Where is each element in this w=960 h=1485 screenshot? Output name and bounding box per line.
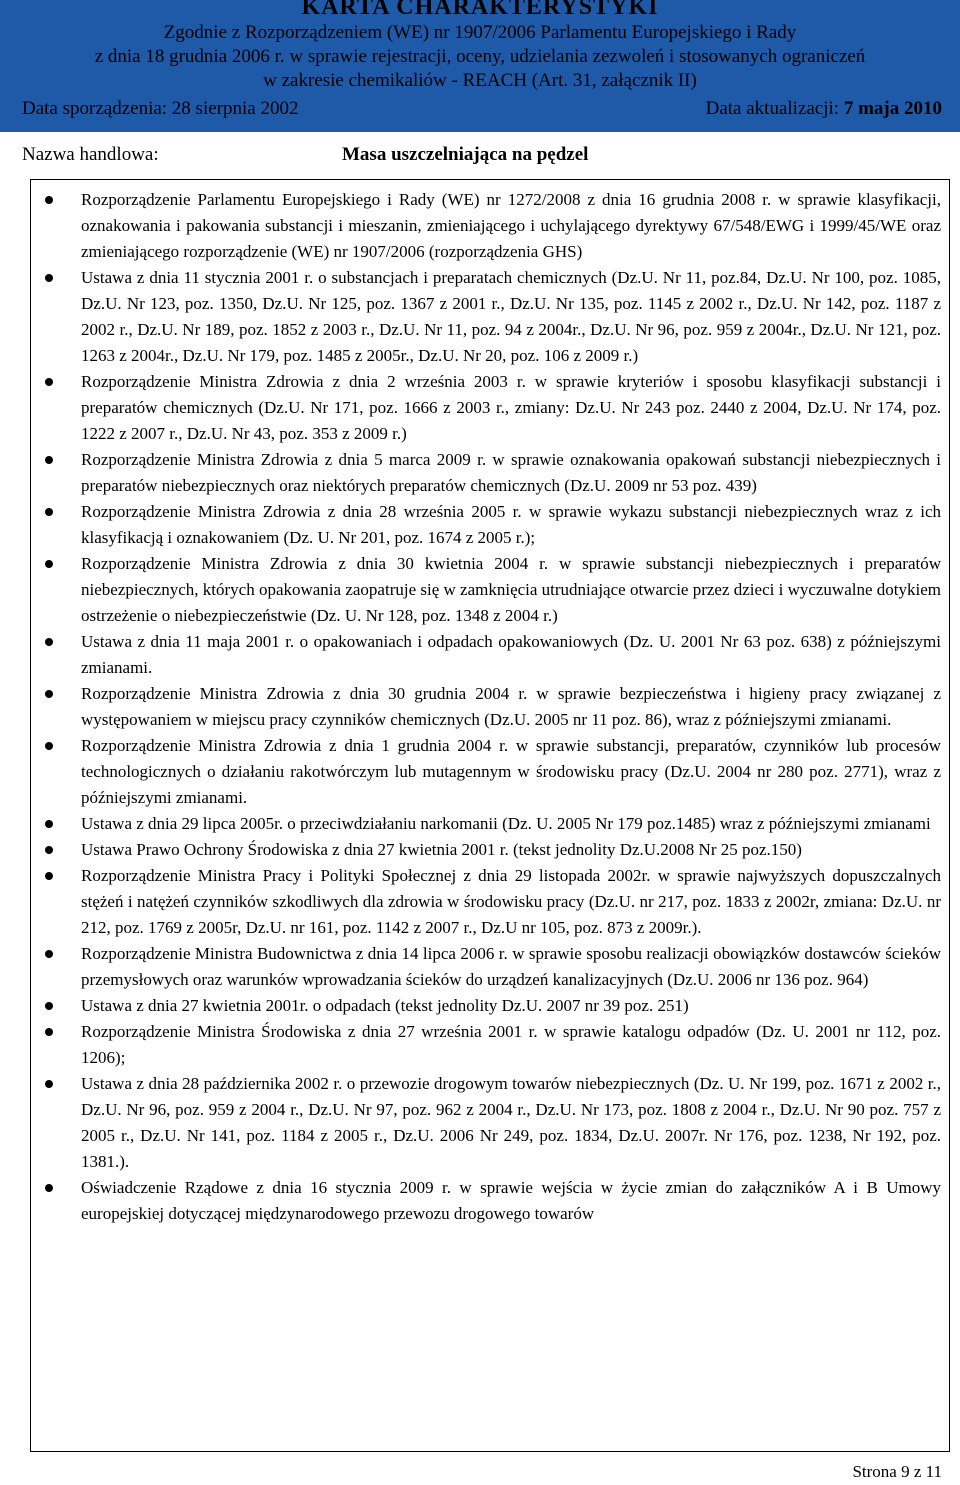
list-item-text: Ustawa z dnia 11 maja 2001 r. o opakowaniach i odpadach opakowaniowych (Dz. U. 2001 Nr 63 poz. 638) z późniejszymi zmianami.	[81, 632, 941, 677]
list-item-text: Ustawa z dnia 28 października 2002 r. o przewozie drogowym towarów niebezpiecznych (Dz. U. Nr 199, poz. 1671 z 2002 r., Dz.U. Nr 96, poz. 959 z 2004 r., Dz.U. Nr 97, poz. 962 z 2004 r., Dz.U. Nr 173, poz. 1808 z 2004 r., Dz.U. Nr 90 poz. 757 z 2005 r., Dz.U. Nr 141, poz. 1184 z 2005 r., Dz.U. 2006 Nr 249, poz. 1834, Dz.U. 2007r. Nr 176, poz. 1238, Nr 192, poz. 1381.).	[81, 1074, 941, 1171]
list-item	[31, 1175, 949, 1227]
update-date-label: Data aktualizacji:	[705, 98, 840, 119]
list-item-text: Ustawa z dnia 27 kwietnia 2001r. o odpadach (tekst jednolity Dz.U. 2007 nr 39 poz. 251)	[81, 996, 689, 1015]
list-item-text: Rozporządzenie Ministra Zdrowia z dnia 1 grudnia 2004 r. w sprawie substancji, preparatów, czynników lub procesów technologicznych o działaniu rakotwórczym lub mutagennym w środowisku pracy (Dz.U. 2004 nr 280 poz. 2771), wraz z późniejszymi zmianami.	[81, 736, 941, 807]
list-item-text: Rozporządzenie Ministra Budownictwa z dnia 14 lipca 2006 r. w sprawie sposobu realizacji obowiązków dostawców ścieków przemysłowych oraz warunków wprowadzania ścieków do urządzeń kanalizacyjnych (Dz.U. 2006 nr 136 poz. 964)	[81, 944, 941, 989]
regulation-line-2: z dnia 18 grudnia 2006 r. w sprawie rejestracji, oceny, udzielania zezwoleń i stosowanych ograniczeń	[94, 46, 866, 67]
regulations-box	[30, 179, 950, 1452]
list-item	[31, 837, 949, 863]
regulation-line-1: Zgodnie z Rozporządzeniem (WE) nr 1907/2006 Parlamentu Europejskiego i Rady	[163, 22, 797, 43]
list-item	[31, 993, 949, 1019]
bullet-icon	[45, 1080, 53, 1088]
creation-date: Data sporządzenia: 28 sierpnia 2002	[22, 98, 299, 119]
list-item-text: Rozporządzenie Ministra Zdrowia z dnia 2 września 2003 r. w sprawie kryteriów i sposobu klasyfikacji substancji i preparatów chemicznych (Dz.U. Nr 171, poz. 1666 z 2003 r., zmiany: Dz.U. Nr 243 poz. 2440 z 2004, Dz.U. Nr 174, poz. 1222 z 2007 r., Dz.U. Nr 43, poz. 353 z 2009 r.)	[81, 372, 941, 443]
bullet-icon	[45, 742, 53, 750]
list-item-text: Oświadczenie Rządowe z dnia 16 stycznia 2009 r. w sprawie wejścia w życie zmian do załączników A i B Umowy europejskiej dotyczącej międzynarodowego przewozu drogowego towarów	[81, 1178, 941, 1223]
list-item	[31, 551, 949, 629]
bullet-icon	[45, 872, 53, 880]
list-item	[31, 1019, 949, 1071]
list-item	[31, 863, 949, 941]
list-item-text: Ustawa z dnia 29 lipca 2005r. o przeciwdziałaniu narkomanii (Dz. U. 2005 Nr 179 poz.1485) wraz z późniejszymi zmianami	[81, 814, 931, 833]
bullet-icon	[45, 950, 53, 958]
list-item	[31, 265, 949, 369]
list-item	[31, 499, 949, 551]
trade-name-label: Nazwa handlowa:	[22, 144, 159, 165]
list-item	[31, 941, 949, 993]
list-item-text: Rozporządzenie Ministra Pracy i Polityki Społecznej z dnia 29 listopada 2002r. w sprawie najwyższych dopuszczalnych stężeń i natężeń czynników szkodliwych dla zdrowia w środowisku pracy (Dz.U. nr 217, poz. 1833 z 2002r, zmiana: Dz.U. nr 212, poz. 1769 z 2005r, Dz.U. nr 161, poz. 1142 z 2007 r., Dz.U nr 105, poz. 873 z 2009r.).	[81, 866, 941, 937]
list-item-text: Ustawa Prawo Ochrony Środowiska z dnia 27 kwietnia 2001 r. (tekst jednolity Dz.U.2008 Nr 25 poz.150)	[81, 840, 802, 859]
list-item-text: Rozporządzenie Ministra Zdrowia z dnia 30 kwietnia 2004 r. w sprawie substancji niebezpiecznych i preparatów niebezpiecznych, których opakowania zaopatruje się w zamknięcia utrudniające otwarcie przez dzieci i wyczuwalne dotykiem ostrzeżenie o niebezpieczeństwie (Dz. U. Nr 128, poz. 1348 z 2004 r.)	[81, 554, 941, 625]
bullet-icon	[45, 378, 53, 386]
list-item	[31, 369, 949, 447]
bullet-icon	[45, 820, 53, 828]
list-item	[31, 811, 949, 837]
bullet-icon	[45, 508, 53, 516]
update-date-value: 7 maja 2010	[843, 98, 942, 119]
list-item-text: Rozporządzenie Ministra Środowiska z dnia 27 września 2001 r. w sprawie katalogu odpadów (Dz. U. 2001 nr 112, poz. 1206);	[81, 1022, 941, 1067]
trade-name-value: Masa uszczelniająca na pędzel	[342, 144, 589, 165]
bullet-icon	[45, 690, 53, 698]
bullet-icon	[45, 638, 53, 646]
bullet-icon	[45, 1184, 53, 1192]
regulations-list	[31, 187, 949, 1227]
list-item	[31, 629, 949, 681]
list-item-text: Ustawa z dnia 11 stycznia 2001 r. o substancjach i preparatach chemicznych (Dz.U. Nr 11, poz.84, Dz.U. Nr 100, poz. 1085, Dz.U. Nr 123, poz. 1350, Dz.U. Nr 125, poz. 1367 z 2001 r., Dz.U. Nr 135, poz. 1145 z 2002 r., Dz.U. Nr 142, poz. 1187 z 2002 r., Dz.U. Nr 189, poz. 1852 z 2003 r., Dz.U. Nr 11, poz. 94 z 2004r., Dz.U. Nr 96, poz. 959 z 2004r., Dz.U. Nr 121, poz. 1263 z 2004r., Dz.U. Nr 179, poz. 1485 z 2005r., Dz.U. Nr 20, poz. 106 z 2009 r.)	[81, 268, 941, 365]
bullet-icon	[45, 560, 53, 568]
update-date	[706, 98, 942, 120]
document-header	[0, 0, 960, 132]
bullet-icon	[45, 274, 53, 282]
document-title: KARTA CHARAKTERYSTYKI	[301, 0, 659, 20]
bullet-icon	[45, 196, 53, 204]
list-item	[31, 1071, 949, 1175]
list-item-text: Rozporządzenie Ministra Zdrowia z dnia 5 marca 2009 r. w sprawie oznakowania opakowań substancji niebezpiecznych i preparatów niebezpiecznych oraz niektórych preparatów chemicznych (Dz.U. 2009 nr 53 poz. 439)	[81, 450, 941, 495]
list-item	[31, 681, 949, 733]
list-item-text: Rozporządzenie Ministra Zdrowia z dnia 30 grudnia 2004 r. w sprawie bezpieczeństwa i higieny pracy związanej z występowaniem w miejscu pracy czynników chemicznych (Dz.U. 2005 nr 11 poz. 86), wraz z późniejszymi zmianami.	[81, 684, 941, 729]
list-item	[31, 187, 949, 265]
page-number: Strona 9 z 11	[852, 1462, 942, 1481]
regulation-line-3: w zakresie chemikaliów - REACH (Art. 31, załącznik II)	[263, 70, 697, 91]
bullet-icon	[45, 1002, 53, 1010]
list-item	[31, 447, 949, 499]
bullet-icon	[45, 846, 53, 854]
list-item	[31, 733, 949, 811]
bullet-icon	[45, 1028, 53, 1036]
list-item-text: Rozporządzenie Ministra Zdrowia z dnia 28 września 2005 r. w sprawie wykazu substancji niebezpiecznych wraz z ich klasyfikacją i oznakowaniem (Dz. U. Nr 201, poz. 1674 z 2005 r.);	[81, 502, 941, 547]
bullet-icon	[45, 456, 53, 464]
list-item-text: Rozporządzenie Parlamentu Europejskiego i Rady (WE) nr 1272/2008 z dnia 16 grudnia 2008 r. w sprawie klasyfikacji, oznakowania i pakowania substancji i mieszanin, zmieniającego i uchylającego dyrektywy 67/548/EWG i 1999/45/WE oraz zmieniającego rozporządzenie (WE) nr 1907/2006 (rozporządzenia GHS)	[81, 190, 941, 261]
